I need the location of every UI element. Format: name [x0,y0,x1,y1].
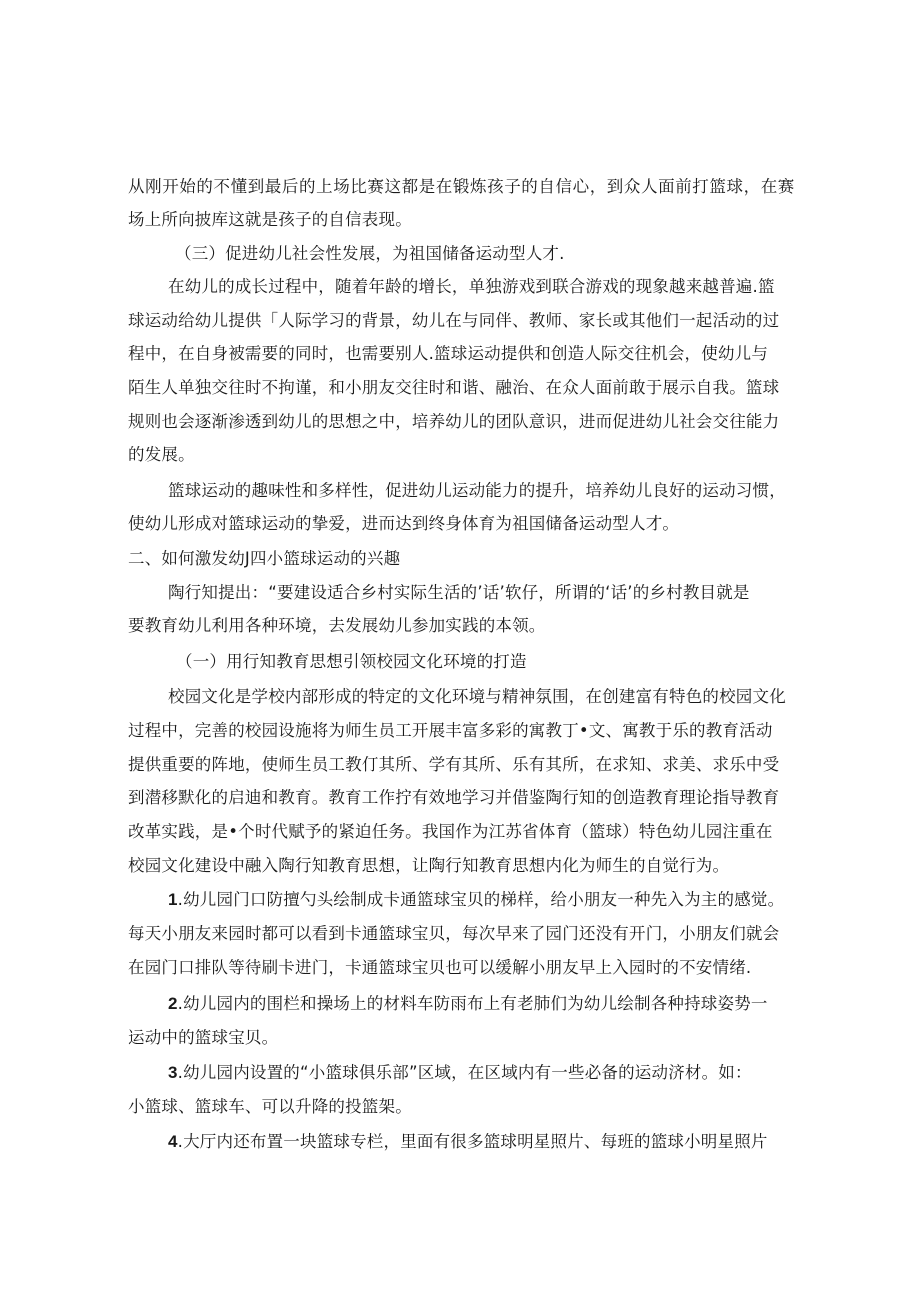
paragraph-line: 提供重要的阵地，使师生员工教仃其所、学有其所、乐有其所，在求知、求美、求乐中受 [128,755,780,774]
list-item-text: .幼儿园门口防擅勺头绘制成卡通篮球宝贝的梯样，给小朋友一种先入为主的感觉。 [177,890,785,909]
paragraph-line: 陶行知提出：“要建设适合乡村实际生活的’话’软仔，所谓的‘话’的乡村教目就是 [168,583,750,602]
paragraph-line: 改革实践，是•个时代赋予的紧迫任务。我国作为江苏省体育（篮球）特色幼儿园注重在 [128,822,773,841]
paragraph-line: 运动中的篮球宝贝。 [128,1028,279,1047]
text-line: 场上所向披库这就是孩子的自信表现。 [128,210,412,229]
paragraph-line: 校园文化建设中融入陶行知教育思想，让陶行知教育思想内化为师生的自觉行为。 [128,856,730,875]
paragraph-line: 每天小朋友来园时都可以看到卡通篮球宝贝，每次早来了园门还没有开门，小朋友们就会 [128,924,780,943]
paragraph-line: 篮球运动的趣味性和多样性，促进幼儿运动能力的提升，培养幼儿良好的运动习惯， [168,481,786,500]
paragraph-line: 在幼儿的成长过程中，随着年龄的增长，单独游戏到联合游戏的现象越来越普遍.篮 [168,277,775,296]
section-heading: （三）促进幼儿社会性发展，为祖国储备运动型人才. [175,244,565,263]
paragraph-line: 规则也会逐渐渗透到幼儿的思想之中，培养幼儿的团队意识，进而促进幼儿社会交往能力 [128,412,780,431]
paragraph-line: 校园文化是学校内部形成的特定的文化环境与精神氛围，在创建富有特色的校园文化 [168,687,786,706]
list-item-number: 4 [168,1132,178,1151]
list-item-number: 3 [168,1063,178,1082]
section-heading: （一）用行知教育思想引领校园文化环境的打造 [176,652,527,671]
paragraph-line: 小篮球、篮球车、可以升降的投篮架。 [128,1097,412,1116]
paragraph-line: 在园门口排队等待刷卡进门，卡通篮球宝贝也可以缓解小朋友早上入园时的不安情绪. [128,958,752,977]
list-item [168,994,768,1014]
paragraph-line: 陌生人单独交往时不拘谨，和小朋友交往时和谐、融治、在众人面前敢于展示自我。篮球 [128,378,780,397]
section-heading: 二、如何激发幼J四小篮球运动的兴趣 [128,549,401,568]
paragraph-line: 的发展。 [128,445,195,464]
list-item-text: .大厅内还布置一块篮球专栏，里面有很多篮球明星照片、每班的篮球小明星照片 [177,1132,768,1151]
list-item-text: .幼儿园内的围栏和操场上的材料车防雨布上有老肺们为幼儿绘制各种持球姿势一 [177,994,768,1013]
paragraph-line: 要教育幼儿利用各种环境，去发展幼儿参加实践的本领。 [128,616,546,635]
list-item-number: 1 [168,890,178,909]
list-item [168,1063,752,1083]
paragraph-line: 使幼儿形成对篮球运动的挚爱，进而达到终身体育为祖国储备运动型人才。 [128,514,680,533]
paragraph-line: 到潜移默化的启迪和教育。教育工作拧有效地学习并借鉴陶行知的创造教育理论指导教育 [128,788,780,807]
list-item-number: 2 [168,994,178,1013]
list-item-text: .幼儿园内设置的“小篮球俱乐部”区域，在区域内有一些必备的运动济材。如： [177,1063,752,1082]
text-line: 从刚开始的不懂到最后的上场比赛这都是在锻炼孩子的自信心，到众人面前打篮球，在赛 [128,177,795,196]
list-item [168,1132,768,1152]
paragraph-line: 球运动给幼儿提供「人际学习的背景，幼儿在与同伴、教师、家长或其他们一起活动的过 [128,311,780,330]
paragraph-line: 过程中，完善的校园设施将为师生员工开展丰富多彩的寓教丁•文、寓教于乐的教育活动 [128,721,773,740]
list-item [168,890,784,910]
paragraph-line: 程中，在自身被需要的同时，也需要别人.篮球运动提供和创造人际交往机会，使幼儿与 [128,344,769,363]
